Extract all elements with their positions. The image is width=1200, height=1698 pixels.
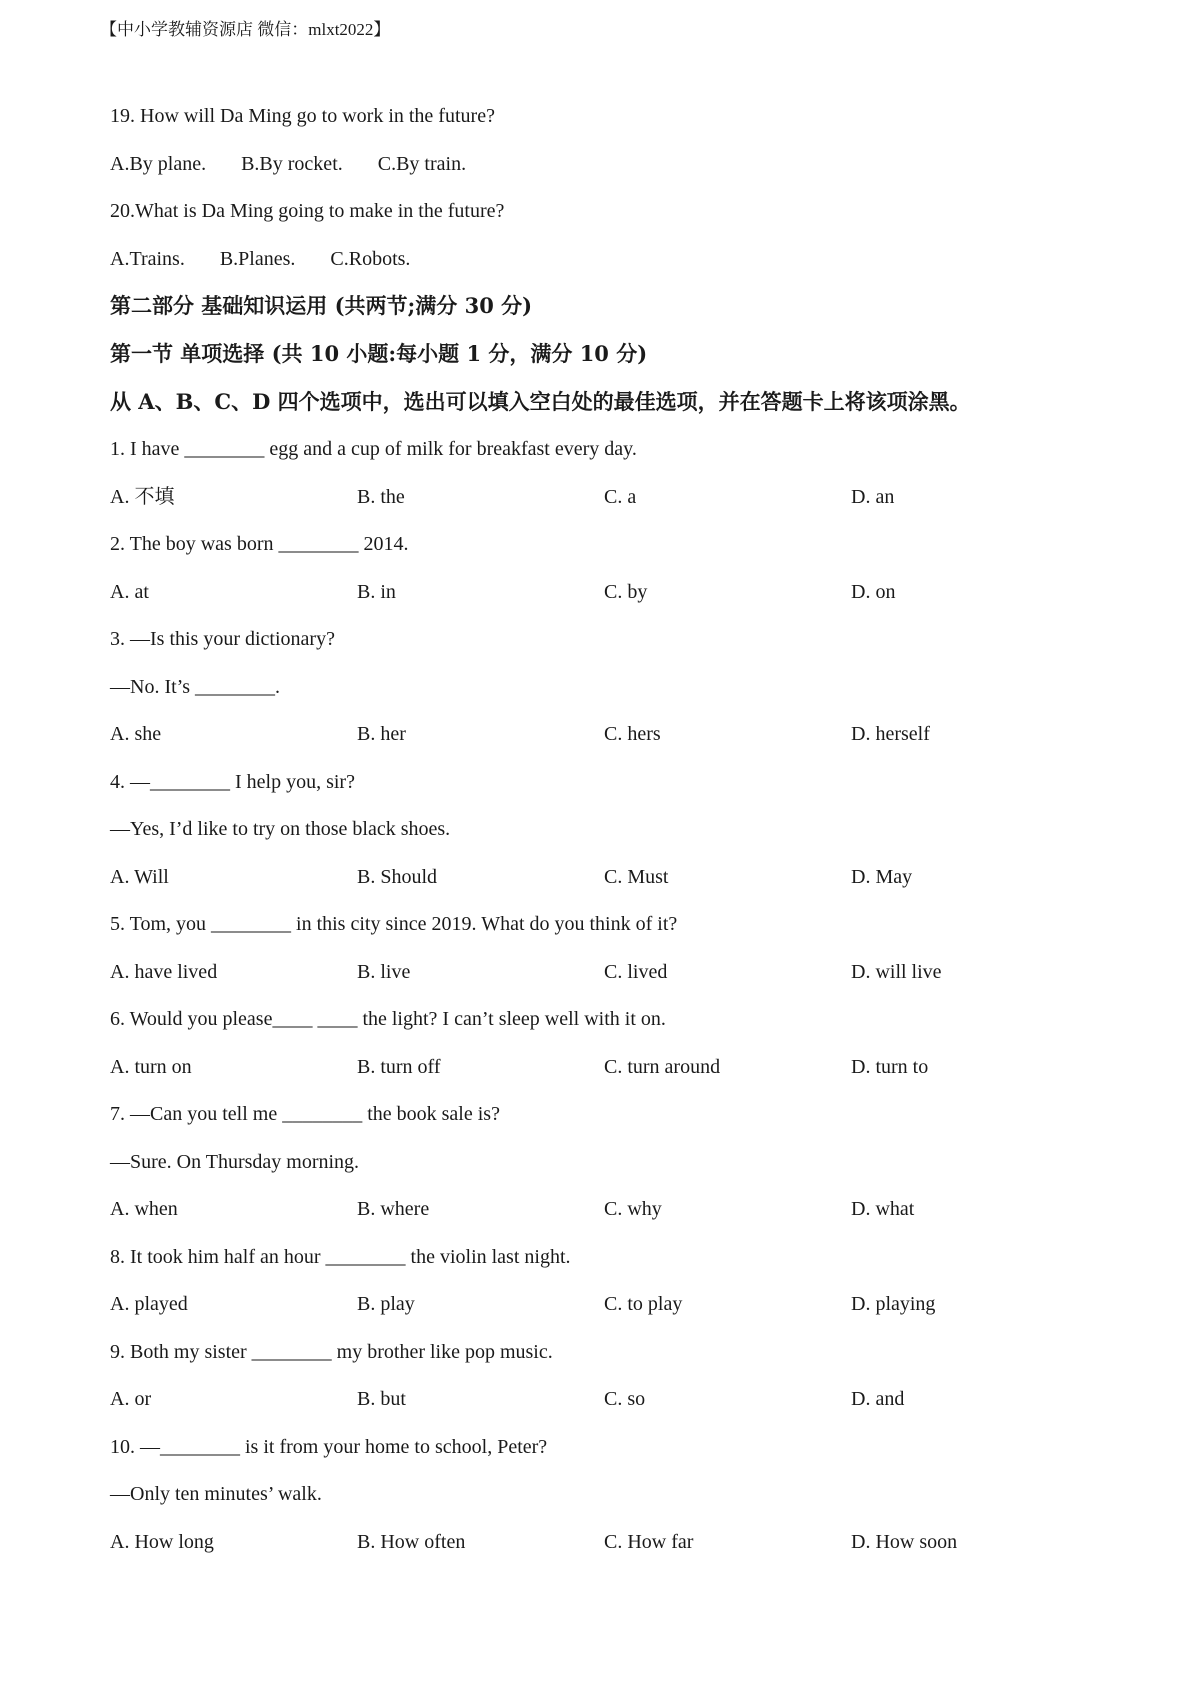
question-5-option-a: A. have lived (110, 961, 218, 983)
question-10-stem: 10. —________ is it from your home to school, Peter? (110, 1436, 548, 1458)
option-a: A.By plane. (110, 153, 207, 175)
question-9-stem: 9. Both my sister ________ my brother like pop music. (110, 1341, 553, 1363)
question-8-option-c: C. to play (604, 1293, 683, 1315)
question-7-option-a: A. when (110, 1198, 178, 1220)
question-2-option-a: A. at (110, 581, 149, 603)
question-1-stem: 1. I have ________ egg and a cup of milk for breakfast every day. (110, 438, 637, 460)
question-9-option-d: D. and (851, 1388, 905, 1410)
question-1-option-c: C. a (604, 486, 637, 508)
question-6-option-c: C. turn around (604, 1056, 721, 1078)
question-3-option-a: A. she (110, 723, 162, 745)
question-2-option-c: C. by (604, 581, 648, 603)
question-5-option-c: C. lived (604, 961, 668, 983)
instructions: 从 A、B、C、D 四个选项中，选出可以填入空白处的最佳选项，并在答题卡上将该项涂黑。 (110, 389, 971, 414)
question-10-option-a: A. How long (110, 1531, 214, 1553)
question-3-stem: 3. —Is this your dictionary? (110, 628, 335, 650)
question-2-stem: 2. The boy was born ________ 2014. (110, 533, 409, 555)
question-7-reply: —Sure. On Thursday morning. (110, 1151, 360, 1173)
question-4-option-c: C. Must (604, 866, 669, 888)
question-7-option-b: B. where (357, 1198, 430, 1220)
question-10-reply: —Only ten minutes’ walk. (110, 1483, 322, 1505)
option-b: B.By rocket. (241, 153, 343, 175)
question-19-options (110, 150, 496, 178)
question-4-reply: —Yes, I’d like to try on those black shoes. (110, 818, 451, 840)
question-4-option-b: B. Should (357, 866, 438, 888)
option-a: A.Trains. (110, 248, 185, 270)
question-4-option-d: D. May (851, 866, 913, 888)
question-9-option-a: A. or (110, 1388, 152, 1410)
question-10-option-b: B. How often (357, 1531, 466, 1553)
question-6-option-d: D. turn to (851, 1056, 929, 1078)
question-3-option-b: B. her (357, 723, 406, 745)
question-1-option-b: B. the (357, 486, 405, 508)
question-19-stem: 19. How will Da Ming go to work in the future? (110, 105, 495, 127)
question-7-option-d: D. what (851, 1198, 915, 1220)
question-2-option-d: D. on (851, 581, 896, 603)
question-8-option-d: D. playing (851, 1293, 936, 1315)
question-10-option-c: C. How far (604, 1531, 694, 1553)
question-6-option-a: A. turn on (110, 1056, 192, 1078)
part-two-title: 第二部分 基础知识运用 (共两节;满分 30 分) (110, 293, 533, 318)
question-6-stem: 6. Would you please____ ____ the light? I can’t sleep well with it on. (110, 1008, 666, 1030)
section-one-title: 第一节 单项选择 (共 10 小题:每小题 1 分，满分 10 分) (110, 341, 648, 366)
question-10-option-d: D. How soon (851, 1531, 958, 1553)
question-9-option-b: B. but (357, 1388, 406, 1410)
option-c: C.Robots. (330, 248, 411, 270)
question-6-option-b: B. turn off (357, 1056, 441, 1078)
question-8-option-b: B. play (357, 1293, 415, 1315)
question-3-reply: —No. It’s ________. (110, 676, 280, 698)
question-4-option-a: A. Will (110, 866, 169, 888)
question-3-option-d: D. herself (851, 723, 930, 745)
option-b: B.Planes. (219, 248, 296, 270)
question-5-stem: 5. Tom, you ________ in this city since 2019. What do you think of it? (110, 913, 678, 935)
question-9-option-c: C. so (604, 1388, 646, 1410)
question-7-option-c: C. why (604, 1198, 662, 1220)
question-2-option-b: B. in (357, 581, 396, 603)
question-1-option-a: A. 不填 (110, 486, 175, 508)
question-20-options (110, 245, 440, 273)
question-5-option-b: B. live (357, 961, 411, 983)
question-5-option-d: D. will live (851, 961, 942, 983)
question-1-option-d: D. an (851, 486, 895, 508)
question-4-stem: 4. —________ I help you, sir? (110, 771, 355, 793)
question-20-stem: 20.What is Da Ming going to make in the future? (110, 200, 505, 222)
question-7-stem: 7. —Can you tell me ________ the book sale is? (110, 1103, 500, 1125)
page-header: 【中小学教辅资源店 微信：mlxt2022】 (100, 20, 391, 39)
question-3-option-c: C. hers (604, 723, 661, 745)
question-8-stem: 8. It took him half an hour ________ the violin last night. (110, 1246, 571, 1268)
option-c: C.By train. (377, 153, 467, 175)
question-8-option-a: A. played (110, 1293, 188, 1315)
